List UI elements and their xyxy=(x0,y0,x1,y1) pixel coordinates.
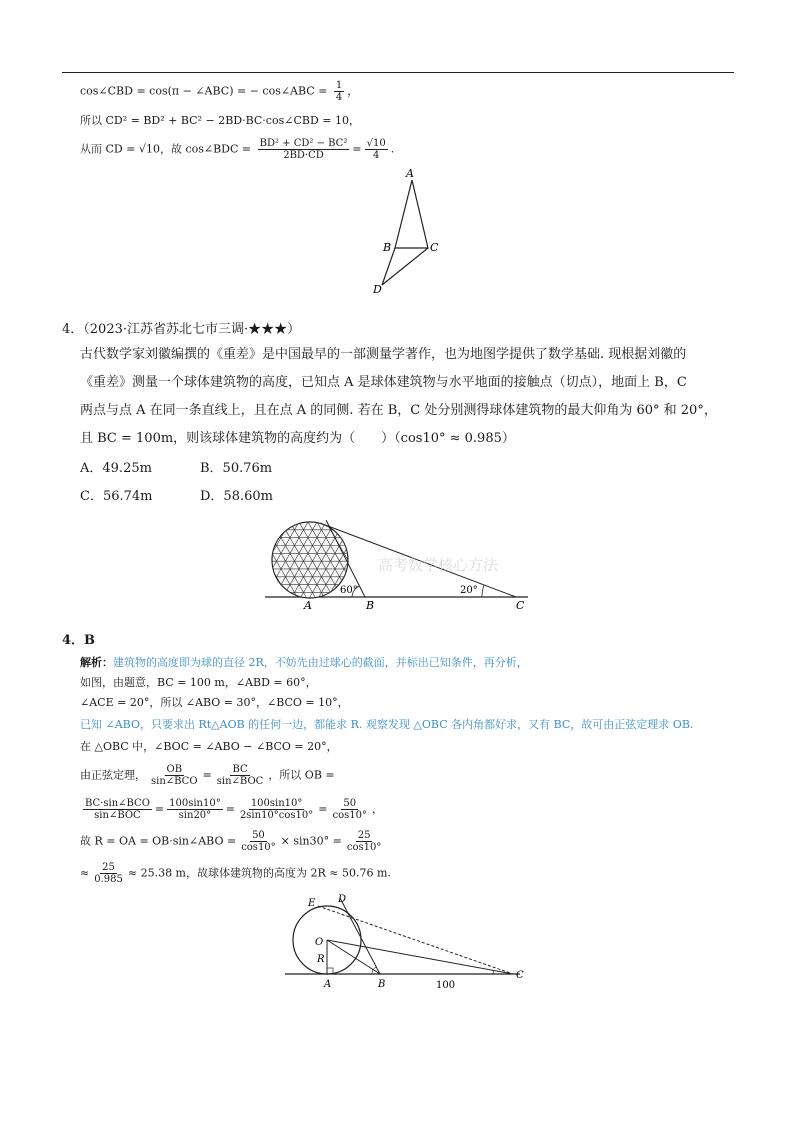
equals-sign: = xyxy=(154,802,165,816)
fraction-denominator: 4 xyxy=(372,150,380,161)
equation-text: ， xyxy=(347,84,359,98)
equation-text: 由正弦定理， xyxy=(80,768,146,782)
triangle-abc xyxy=(395,180,428,248)
fraction xyxy=(258,138,350,161)
fraction-numerator: 25 xyxy=(102,862,115,873)
question-header: 4．（2023·江苏省苏北七市三调·★★★） xyxy=(62,322,301,337)
sphere-mesh-facet xyxy=(263,522,272,530)
fraction xyxy=(239,830,277,853)
label-b: B xyxy=(378,979,386,990)
fraction xyxy=(167,798,223,821)
fraction-denominator: 2sin10°cos10° xyxy=(239,810,314,821)
analysis-line-3: ∠ACE = 20°，所以 ∠ABO = 30°，∠BCO = 10°， xyxy=(80,696,349,709)
answer-number: 4．B xyxy=(62,633,96,648)
equation-text: ， xyxy=(371,802,383,816)
fraction xyxy=(83,798,152,821)
label-e: E xyxy=(308,898,316,909)
analysis-line-2: 如图，由题意，BC = 100 m，∠ABD = 60°， xyxy=(80,676,317,689)
sphere-mesh-facet xyxy=(344,522,353,530)
option-d: D．58.60m xyxy=(200,489,273,504)
label-d: D xyxy=(338,894,347,905)
label-b: B xyxy=(383,241,392,254)
watermark: 高考数学核心方法 xyxy=(378,556,499,574)
angle-arc-c xyxy=(482,585,484,597)
label-o: O xyxy=(315,937,324,948)
fraction-numerator: √10 xyxy=(366,138,386,149)
sphere-mesh-facet xyxy=(263,538,272,546)
sphere-mesh-facet xyxy=(272,585,281,593)
label-100: 100 xyxy=(436,980,456,991)
label-c: C xyxy=(430,241,439,254)
solution-line-2: 所以 CD² = BD² + BC² − 2BD·BC·cos∠CBD = 10， xyxy=(80,114,360,127)
label-r: R xyxy=(317,954,325,965)
triangle-figure xyxy=(360,165,450,300)
equation-text: 故 R = OA = OB·sin∠ABO = xyxy=(80,834,237,848)
label-c: C xyxy=(516,970,524,981)
fraction xyxy=(365,138,388,161)
tangent-ce xyxy=(318,906,513,974)
solution-line-3 xyxy=(80,138,394,161)
question-line-3: 两点与点 A 在同一条直线上，且在点 A 的同侧. 若在 B，C 处分别测得球体建筑物的最大仰角为 60° 和 20°， xyxy=(80,403,717,418)
equals-sign: = xyxy=(225,802,235,816)
fraction-numerator: 50 xyxy=(343,798,357,809)
fraction xyxy=(92,862,125,885)
equals-sign: = xyxy=(352,142,362,156)
fraction-denominator: sin∠BOC xyxy=(216,776,264,787)
circle-figure xyxy=(280,892,530,992)
fraction-denominator: 4 xyxy=(335,92,343,103)
fraction-denominator: sin20° xyxy=(178,810,212,821)
analysis-hint-2: 已知 ∠ABO，只要求出 Rt△AOB 的任何一边，都能求 R. 观察发现 △OBC 各内角都好求，又有 BC，故可由正弦定理求 OB. xyxy=(80,718,694,731)
sphere-mesh-facet xyxy=(263,569,272,577)
angle-label-c: 20° xyxy=(460,585,478,596)
equation-text: . xyxy=(390,142,395,156)
equation-text: ，所以 OB = xyxy=(268,768,335,782)
fraction xyxy=(215,764,266,787)
sphere-mesh-facet xyxy=(268,592,277,600)
analysis-line-5: 在 △OBC 中，∠BOC = ∠ABO − ∠BCO = 20°， xyxy=(80,740,338,753)
sphere-figure xyxy=(260,515,535,615)
sphere-mesh-facet xyxy=(277,592,286,600)
sphere-mesh-facet xyxy=(263,553,272,561)
analysis-line-6 xyxy=(80,764,335,787)
sphere-mesh-facet xyxy=(353,553,362,561)
equation-text: cos∠CBD = cos(π − ∠ABC) = − cos∠ABC = xyxy=(80,84,331,98)
sphere-mesh-facet xyxy=(268,577,277,585)
angle-label-b: 60° xyxy=(340,585,358,596)
equation-text: × sin30° = xyxy=(280,834,342,848)
label-a: A xyxy=(304,599,312,612)
question-line-4: 且 BC = 100m，则该球体建筑物的高度约为（ ）（cos10° ≈ 0.985） xyxy=(80,431,515,446)
fraction-denominator: sin∠BCO xyxy=(151,776,198,787)
solution-line-1 xyxy=(80,80,358,103)
option-b: B．50.76m xyxy=(200,461,273,476)
top-rule xyxy=(62,72,734,73)
sphere-mesh-facet xyxy=(353,522,362,530)
sphere-mesh-facet xyxy=(344,538,353,546)
sphere-mesh-facet xyxy=(349,545,358,553)
fraction xyxy=(345,830,383,853)
fraction-denominator: cos10° xyxy=(332,810,367,821)
fraction-denominator: 0.985 xyxy=(94,874,123,885)
fraction-denominator: cos10° xyxy=(241,842,276,853)
sphere-mesh-facet xyxy=(272,522,281,530)
fraction xyxy=(331,798,369,821)
label-a: A xyxy=(324,979,332,990)
equals-sign: = xyxy=(318,802,328,816)
equation-text: 从而 CD = √10，故 cos∠BDC = xyxy=(80,142,255,156)
equals-sign: = xyxy=(202,768,212,782)
fraction xyxy=(149,764,200,787)
fraction-numerator: 100sin10° xyxy=(169,798,221,809)
equation-text: ≈ xyxy=(80,866,90,880)
label-c: C xyxy=(516,599,525,612)
sphere-mesh-facet xyxy=(263,585,272,593)
fraction-numerator: BC xyxy=(232,764,248,775)
label-a: A xyxy=(406,167,414,180)
question-line-1: 古代数学家刘徽编撰的《重差》是中国最早的一部测量学著作，也为地图学提供了数学基础. 现根据刘徽的 xyxy=(80,347,687,362)
tangent-bd xyxy=(340,898,380,974)
option-a: A．49.25m xyxy=(80,461,152,476)
sphere-mesh-facet xyxy=(331,592,340,600)
fraction-numerator: 50 xyxy=(252,830,265,841)
analysis-label: 解析： xyxy=(80,656,113,669)
label-d: D xyxy=(373,283,382,296)
fraction xyxy=(334,80,344,103)
fraction-numerator: BC·sin∠BCO xyxy=(85,798,150,809)
fraction-numerator: 25 xyxy=(357,830,371,841)
analysis-line-9 xyxy=(80,862,391,885)
fraction xyxy=(238,798,315,821)
analysis-line-7 xyxy=(80,798,383,821)
fraction-denominator: sin∠BOC xyxy=(94,810,141,821)
fraction-denominator: 2BD·CD xyxy=(283,150,324,161)
sphere-mesh-facet xyxy=(349,577,358,585)
analysis-line-1 xyxy=(80,656,528,670)
fraction-numerator: BD² + CD² − BC² xyxy=(259,138,348,149)
equation-text: ≈ 25.38 m，故球体建筑物的高度为 2R ≈ 50.76 m. xyxy=(127,866,391,880)
fraction-denominator: cos10° xyxy=(346,842,382,853)
fraction-numerator: 1 xyxy=(335,80,343,91)
option-c: C．56.74m xyxy=(80,489,153,504)
analysis-hint: 建筑物的高度即为球的直径 2R，不妨先由过球心的截面，并标出已知条件，再分析， xyxy=(113,656,528,669)
analysis-line-8 xyxy=(80,830,386,853)
question-line-2: 《重差》测量一个球体建筑物的高度，已知点 A 是球体建筑物与水平地面的接触点（切点），地面上 B，C xyxy=(80,375,687,390)
label-b: B xyxy=(366,599,375,612)
fraction-numerator: 100sin10° xyxy=(250,798,303,809)
segment-oc xyxy=(327,940,513,974)
fraction-numerator: OB xyxy=(166,764,183,775)
sphere-mesh-facet xyxy=(268,530,277,538)
